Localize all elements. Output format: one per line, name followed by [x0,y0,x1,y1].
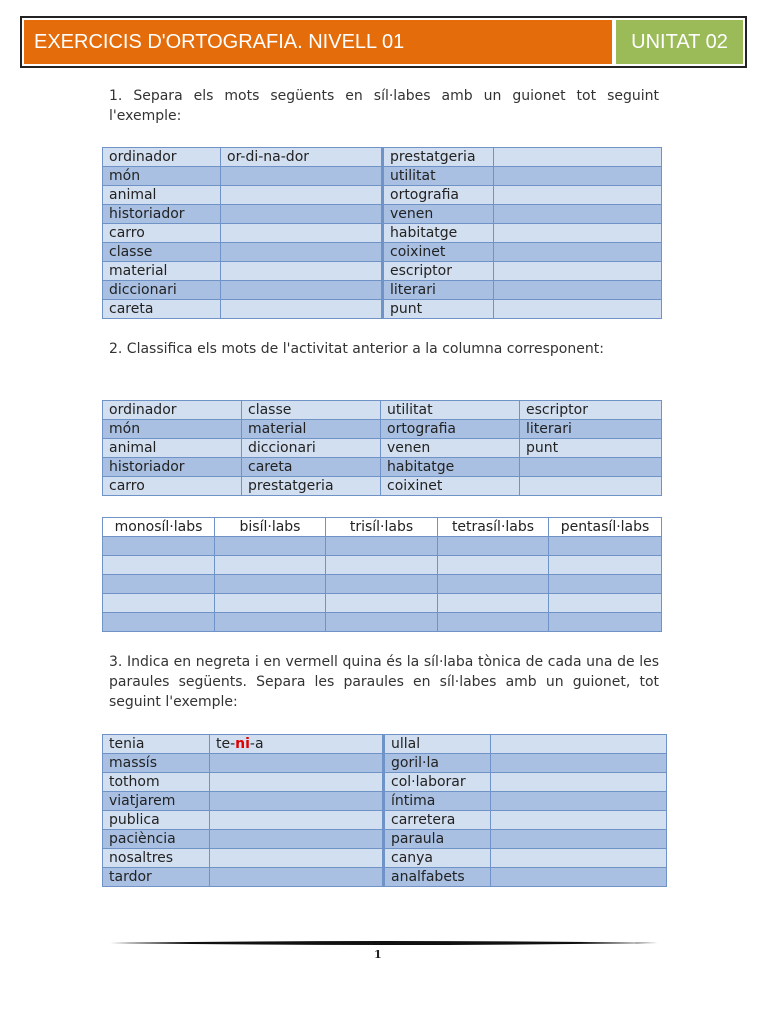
table-row [103,167,662,186]
answer-cell[interactable] [520,477,662,496]
table-row [103,243,662,262]
footer-rule [110,940,658,946]
word-cell: goril·la [384,754,491,773]
table-row [103,811,667,830]
word-cell: escriptor [520,401,662,420]
column-header: bisíl·labs [215,518,326,537]
answer-cell[interactable] [491,773,667,792]
table-row [103,556,662,575]
table-row [103,148,662,167]
table-row [103,594,662,613]
word-cell: tothom [103,773,210,792]
answer-cell[interactable] [210,830,384,849]
answer-cell[interactable] [549,575,662,594]
word-cell: carro [103,224,221,243]
answer-cell[interactable] [494,167,662,186]
word-cell: careta [242,458,381,477]
answer-cell[interactable] [494,300,662,319]
table-row [103,868,667,887]
answer-cell[interactable] [549,556,662,575]
table-row [103,262,662,281]
word-cell: literari [520,420,662,439]
answer-cell[interactable] [210,868,384,887]
column-header: monosíl·labs [103,518,215,537]
answer-cell[interactable] [221,281,383,300]
table-row [103,477,662,496]
answer-cell[interactable] [103,613,215,632]
answer-cell[interactable] [491,754,667,773]
answer-cell[interactable] [103,556,215,575]
answer-cell[interactable] [210,849,384,868]
word-cell: venen [383,205,494,224]
word-cell: material [242,420,381,439]
answer-cell[interactable] [221,300,383,319]
word-cell: analfabets [384,868,491,887]
word-cell: paraula [384,830,491,849]
word-cell: punt [383,300,494,319]
answer-cell[interactable] [494,186,662,205]
table-row [103,205,662,224]
table-row [103,830,667,849]
answer-cell[interactable] [520,458,662,477]
header-unit: UNITAT 02 [616,20,743,64]
table-row [103,186,662,205]
word-cell: publica [103,811,210,830]
table-row [103,401,662,420]
table-row [103,458,662,477]
word-cell: ullal [384,735,491,754]
answer-cell[interactable] [494,224,662,243]
table-header-row [103,518,662,537]
word-cell: nosaltres [103,849,210,868]
word-cell: prestatgeria [383,148,494,167]
word-cell: literari [383,281,494,300]
answer-cell[interactable] [494,243,662,262]
answer-cell[interactable] [491,735,667,754]
word-cell: escriptor [383,262,494,281]
word-cell: prestatgeria [242,477,381,496]
answer-cell[interactable] [210,754,384,773]
answer-cell[interactable] [549,594,662,613]
answer-cell[interactable] [438,537,549,556]
page-number: 1 [374,948,382,961]
exercise-1-instruction: 1. Separa els mots següents en síl·labes amb un guionet tot seguint l'exemple: [109,88,659,124]
answer-cell[interactable] [221,205,383,224]
exercise-2-classification-table [102,517,662,632]
word-cell: historiador [103,458,242,477]
word-cell: coixinet [383,243,494,262]
word-cell: ortografia [381,420,520,439]
exercise-3-instruction: 3. Indica en negreta i en vermell quina és la síl·laba tònica de cada una de les paraules següents. Separa les paraules en síl·labes amb un guionet, tot seguint l'exemple: [109,654,659,710]
answer-cell[interactable] [326,594,438,613]
word-cell: carro [103,477,242,496]
exercise-1-table [102,147,662,319]
word-cell: carretera [384,811,491,830]
syllable-text: te- [216,736,236,752]
answer-cell[interactable] [438,575,549,594]
word-cell: diccionari [103,281,221,300]
word-cell: tenia [103,735,210,754]
table-row [103,773,667,792]
column-header: pentasíl·labs [549,518,662,537]
table-row [103,420,662,439]
table-row [103,281,662,300]
word-cell: venen [381,439,520,458]
word-cell: habitatge [383,224,494,243]
word-cell: massís [103,754,210,773]
word-cell: habitatge [381,458,520,477]
answer-cell[interactable] [438,594,549,613]
answer-cell[interactable] [215,556,326,575]
answer-cell[interactable] [326,556,438,575]
answer-cell[interactable] [221,224,383,243]
word-cell: ordinador [103,401,242,420]
answer-cell[interactable] [103,575,215,594]
answer-cell[interactable] [491,792,667,811]
column-header: tetrasíl·labs [438,518,549,537]
answer-cell[interactable] [215,575,326,594]
word-cell: classe [103,243,221,262]
answer-cell[interactable] [494,281,662,300]
answer-cell[interactable] [221,262,383,281]
word-cell: or-di-na-dor [221,148,383,167]
word-cell: tardor [103,868,210,887]
tonic-syllable: ni [235,736,250,752]
answer-cell[interactable] [215,613,326,632]
answer-cell[interactable] [215,594,326,613]
answer-cell[interactable] [494,205,662,224]
word-cell: íntima [384,792,491,811]
answer-cell[interactable] [326,537,438,556]
word-cell: animal [103,439,242,458]
answer-cell[interactable] [491,868,667,887]
answer-cell[interactable] [491,849,667,868]
answer-cell[interactable] [326,575,438,594]
table-row [103,735,667,754]
table-row [103,792,667,811]
word-cell: paciència [103,830,210,849]
word-cell: col·laborar [384,773,491,792]
answer-cell[interactable] [438,613,549,632]
page-header [20,16,747,68]
answer-cell[interactable] [210,811,384,830]
word-cell: ordinador [103,148,221,167]
exercise-3-table [102,734,667,887]
answer-cell[interactable] [103,594,215,613]
answer-cell[interactable] [494,148,662,167]
table-row [103,575,662,594]
answer-cell[interactable] [215,537,326,556]
table-row [103,300,662,319]
word-cell: animal [103,186,221,205]
table-row [103,754,667,773]
answer-cell[interactable] [221,186,383,205]
syllable-text: -a [249,736,264,752]
word-cell: viatjarem [103,792,210,811]
word-cell: món [103,420,242,439]
table-row [103,613,662,632]
word-cell: utilitat [381,401,520,420]
exercise-2-instruction: 2. Classifica els mots de l'activitat anterior a la columna corresponent: [109,341,604,357]
example-syllables [210,735,384,754]
word-cell: historiador [103,205,221,224]
answer-cell[interactable] [221,167,383,186]
word-cell: coixinet [381,477,520,496]
column-header: trisíl·labs [326,518,438,537]
word-cell: diccionari [242,439,381,458]
word-cell: material [103,262,221,281]
answer-cell[interactable] [491,811,667,830]
table-row [103,849,667,868]
answer-cell[interactable] [494,262,662,281]
answer-cell[interactable] [210,792,384,811]
table-row [103,224,662,243]
header-title: EXERCICIS D'ORTOGRAFIA. NIVELL 01 [24,20,612,64]
answer-cell[interactable] [549,537,662,556]
word-cell: utilitat [383,167,494,186]
answer-cell[interactable] [491,830,667,849]
answer-cell[interactable] [549,613,662,632]
answer-cell[interactable] [210,773,384,792]
answer-cell[interactable] [326,613,438,632]
word-cell: canya [384,849,491,868]
answer-cell[interactable] [103,537,215,556]
answer-cell[interactable] [438,556,549,575]
word-cell: classe [242,401,381,420]
exercise-2-words-table [102,400,662,496]
word-cell: ortografia [383,186,494,205]
table-row [103,439,662,458]
answer-cell[interactable] [221,243,383,262]
word-cell: punt [520,439,662,458]
table-row [103,537,662,556]
word-cell: careta [103,300,221,319]
word-cell: món [103,167,221,186]
